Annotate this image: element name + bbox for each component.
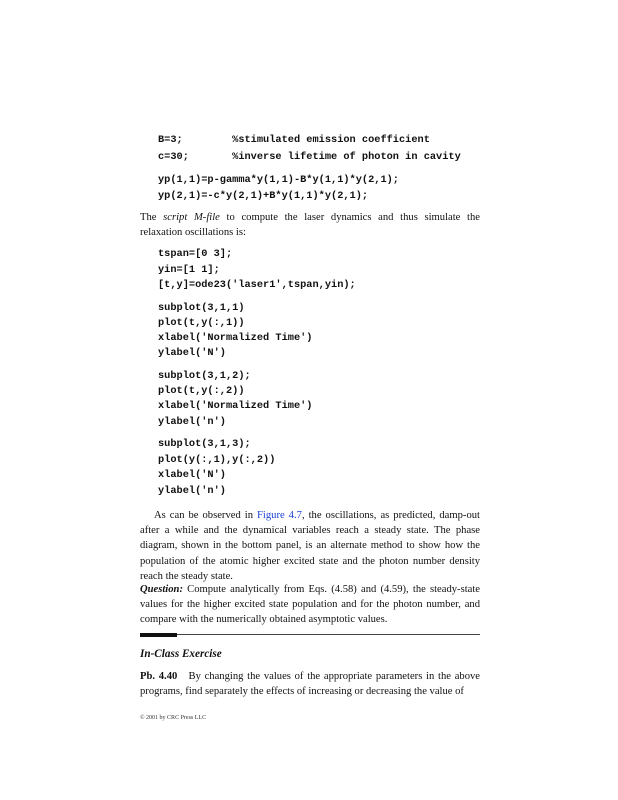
code-line-b: B=3; %stimulated emission coefficient: [158, 134, 430, 146]
script-line: plot(t,y(:,1)): [158, 317, 245, 329]
script-line: [t,y]=ode23('laser1',tspan,yin);: [158, 279, 356, 291]
observation-paragraph: [140, 508, 480, 584]
copyright-footer: © 2001 by CRC Press LLC: [140, 715, 207, 721]
script-line: subplot(3,1,3);: [158, 438, 251, 450]
problem-paragraph: [140, 669, 480, 699]
script-line: plot(y(:,1),y(:,2)): [158, 454, 276, 466]
problem-text: By changing the values of the appropriate parameters in the above programs, find separately the effects of increasing or decreasing the value of: [140, 671, 480, 698]
script-line: ylabel('n'): [158, 485, 226, 497]
problem-label: Pb. 4.40: [140, 671, 178, 682]
script-line: xlabel('Normalized Time'): [158, 332, 313, 344]
observation-text-after: , the oscillations, as predicted, damp-out after a while and the dynamical variables reach a steady state. The phase diagram, shown in the bottom panel, is an alternate method to show how the population of the atomic higher excited state and the photon number density reach the steady state.: [140, 510, 480, 582]
question-label: Question:: [140, 584, 183, 595]
section-divider: [140, 634, 480, 635]
figure-link[interactable]: Figure 4.7: [257, 510, 302, 521]
code-line-yp2: yp(2,1)=-c*y(2,1)+B*y(1,1)*y(2,1);: [158, 190, 369, 202]
script-line: ylabel('N'): [158, 347, 226, 359]
script-line: xlabel('N'): [158, 469, 226, 481]
code-line-c: c=30; %inverse lifetime of photon in cavity: [158, 151, 461, 163]
exercise-heading: In-Class Exercise: [140, 648, 222, 660]
script-line: yin=[1 1];: [158, 264, 220, 276]
script-line: ylabel('n'): [158, 416, 226, 428]
intro-text-after: to compute the laser dynamics and thus simulate the relaxation oscillations is:: [140, 212, 481, 239]
script-line: tspan=[0 3];: [158, 248, 233, 260]
script-line: xlabel('Normalized Time'): [158, 400, 313, 412]
script-line: subplot(3,1,1): [158, 302, 245, 314]
section-divider-accent: [140, 633, 177, 637]
intro-paragraph: [140, 210, 480, 240]
observation-text-before: As can be observed in: [154, 510, 258, 521]
script-line: subplot(3,1,2);: [158, 370, 251, 382]
code-line-yp1: yp(1,1)=p-gamma*y(1,1)-B*y(1,1)*y(2,1);: [158, 174, 399, 186]
question-paragraph: [140, 582, 480, 628]
question-text: Compute analytically from Eqs. (4.58) and (4.59), the steady-state values for the higher excited state population and for the photon number, and compare with the numerically obtained asymptotic values.: [140, 584, 480, 626]
script-line: plot(t,y(:,2)): [158, 385, 245, 397]
intro-text-before: The: [140, 212, 164, 223]
intro-italic: script M-file: [163, 212, 220, 223]
